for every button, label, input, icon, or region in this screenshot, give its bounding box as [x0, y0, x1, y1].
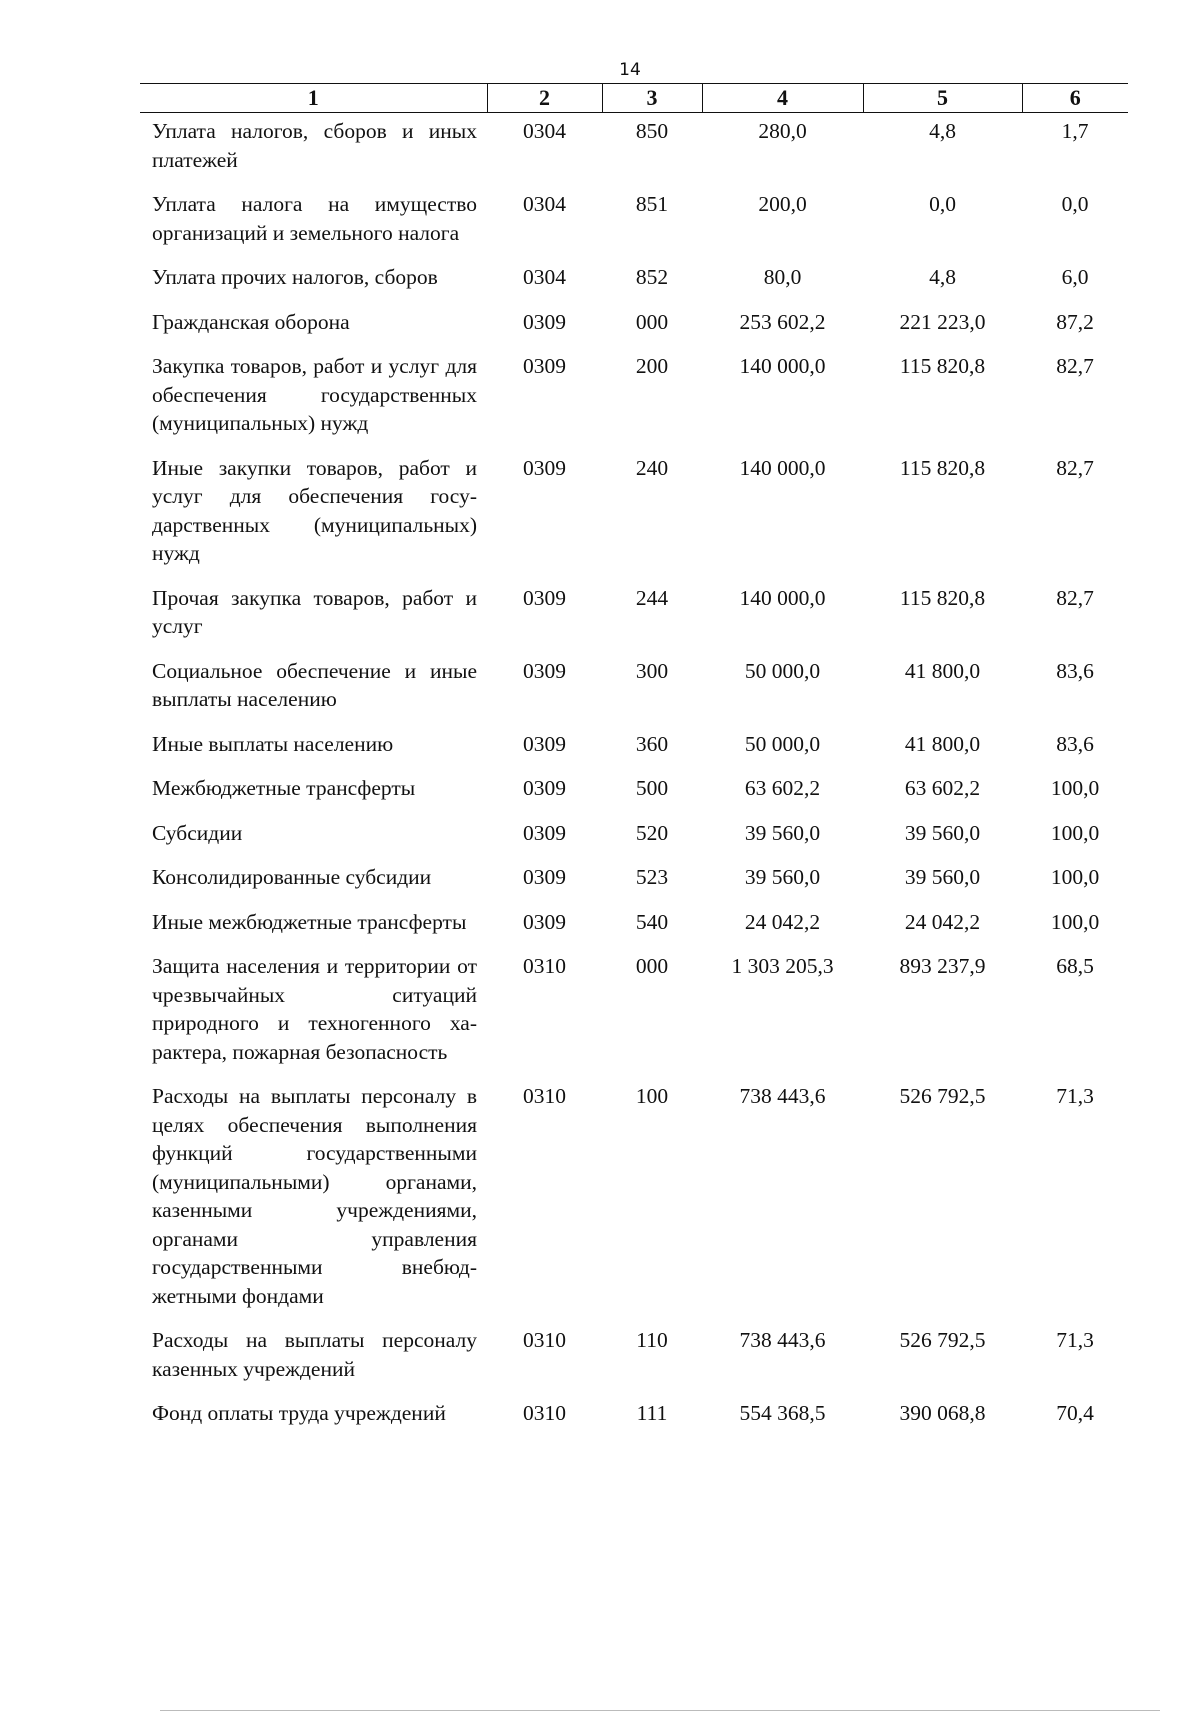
header-col-2: 2	[487, 84, 602, 113]
row-name-cell: Уплата налогов, сборов и иных платежей	[152, 119, 477, 172]
header-col-1: 1	[140, 84, 487, 113]
row-col-5-cell: 24 042,2	[904, 909, 981, 934]
row-col-4-cell: 280,0	[758, 119, 807, 143]
table-row	[140, 648, 1128, 721]
row-col-3-cell: 500	[635, 776, 669, 800]
row-col-5-cell: 0,0	[929, 192, 956, 216]
row-col-4-cell: 140 000,0	[739, 455, 826, 480]
row-col-4-cell: 1 303 205,3	[731, 954, 834, 978]
table-row	[140, 113, 1128, 182]
row-col-3-cell: 200	[635, 354, 669, 378]
row-col-6-cell: 87,2	[1056, 309, 1094, 334]
row-col-3-cell: 240	[635, 455, 669, 480]
row-col-2-cell: 0310	[523, 954, 566, 978]
header-col-5: 5	[863, 84, 1022, 113]
table-row	[140, 810, 1128, 855]
table-row	[140, 1317, 1128, 1390]
budget-table-container	[140, 83, 1128, 1435]
row-col-4-cell: 554 368,5	[739, 1401, 826, 1425]
row-col-5-cell: 41 800,0	[904, 658, 981, 683]
row-col-3-cell: 300	[635, 658, 669, 683]
row-col-2-cell: 0309	[523, 731, 566, 756]
table-row	[140, 765, 1128, 810]
row-col-2-cell: 0309	[523, 776, 566, 800]
row-col-5-cell: 893 237,9	[899, 954, 986, 978]
row-col-5-cell: 39 560,0	[904, 865, 981, 889]
row-col-3-cell: 360	[635, 731, 669, 756]
row-col-5-cell: 115 820,8	[899, 585, 986, 610]
row-col-6-cell: 68,5	[1056, 954, 1094, 978]
row-name-cell: Иные выплаты населению	[152, 731, 394, 756]
row-col-3-cell: 111	[636, 1401, 668, 1425]
row-name-cell: Расходы на выплаты персоналу казенных учреждений	[152, 1328, 477, 1381]
row-col-4-cell: 50 000,0	[744, 731, 821, 756]
row-col-4-cell: 80,0	[763, 265, 802, 289]
row-name-cell: Прочая закупка товаров, работ и услуг	[152, 585, 477, 638]
row-col-2-cell: 0309	[523, 909, 566, 934]
row-col-2-cell: 0309	[523, 354, 566, 378]
row-col-4-cell: 140 000,0	[739, 354, 826, 378]
row-col-4-cell: 738 443,6	[739, 1328, 826, 1352]
table-row	[140, 254, 1128, 299]
row-name-cell: Фонд оплаты труда учреждений	[152, 1401, 446, 1425]
row-col-6-cell: 100,0	[1050, 909, 1100, 934]
row-col-5-cell: 41 800,0	[904, 731, 981, 756]
table-row	[140, 343, 1128, 445]
table-row	[140, 445, 1128, 575]
row-name-cell: Защита населения и территории от чрезвычайных ситуаций природного и техногенного характера, пожарная безопасность	[152, 954, 477, 1064]
row-col-6-cell: 71,3	[1056, 1328, 1094, 1352]
header-col-4: 4	[702, 84, 863, 113]
table-row	[140, 943, 1128, 1073]
row-col-3-cell: 000	[635, 309, 669, 334]
row-col-2-cell: 0309	[523, 820, 566, 845]
page-number: 14	[619, 60, 641, 80]
row-col-5-cell: 390 068,8	[899, 1401, 986, 1425]
row-name-cell: Гражданская оборона	[152, 309, 350, 334]
bottom-divider	[160, 1710, 1160, 1711]
row-col-6-cell: 71,3	[1056, 1084, 1094, 1108]
row-col-2-cell: 0304	[523, 192, 566, 216]
row-name-cell: Закупка товаров, работ и услуг для обеспечения государственных (муниципальных) нужд	[152, 354, 477, 435]
table-body	[140, 113, 1128, 1435]
row-col-6-cell: 82,7	[1056, 455, 1094, 480]
row-col-6-cell: 0,0	[1061, 192, 1089, 216]
row-col-5-cell: 526 792,5	[899, 1084, 986, 1108]
row-col-5-cell: 4,8	[929, 265, 956, 289]
table-row	[140, 899, 1128, 944]
header-col-6: 6	[1022, 84, 1128, 113]
table-row	[140, 1073, 1128, 1317]
row-col-2-cell: 0304	[523, 119, 566, 143]
row-col-2-cell: 0309	[523, 309, 566, 334]
row-name-cell: Консолидированные субсидии	[152, 865, 432, 889]
row-col-4-cell: 39 560,0	[744, 865, 821, 889]
row-col-3-cell: 523	[635, 865, 669, 889]
row-col-6-cell: 1,7	[1061, 119, 1089, 143]
row-col-2-cell: 0310	[523, 1328, 566, 1352]
row-name-cell: Расходы на выплаты персоналу в целях обеспечения выполнения функций государственными (муниципальными) органами, казенными учреждениями, органами управления государственными внебюджетными фондами	[152, 1084, 477, 1308]
row-col-5-cell: 39 560,0	[904, 820, 981, 845]
table-row	[140, 299, 1128, 344]
row-col-6-cell: 82,7	[1056, 585, 1094, 610]
row-col-3-cell: 852	[635, 265, 669, 289]
row-col-3-cell: 850	[635, 119, 669, 143]
row-name-cell: Межбюджетные трансферты	[152, 776, 416, 800]
row-col-6-cell: 70,4	[1056, 1401, 1094, 1425]
row-col-6-cell: 100,0	[1050, 865, 1100, 889]
table-header	[140, 84, 1128, 113]
row-col-4-cell: 39 560,0	[744, 820, 821, 845]
row-col-6-cell: 83,6	[1056, 731, 1094, 756]
row-name-cell: Уплата прочих налогов, сборов	[152, 265, 438, 289]
row-col-2-cell: 0304	[523, 265, 566, 289]
row-col-3-cell: 000	[635, 954, 669, 978]
row-col-3-cell: 851	[635, 192, 669, 216]
row-col-6-cell: 100,0	[1050, 820, 1100, 845]
header-row	[140, 84, 1128, 113]
row-col-6-cell: 82,7	[1056, 354, 1094, 378]
row-col-4-cell: 253 602,2	[739, 309, 826, 334]
row-col-4-cell: 24 042,2	[744, 909, 821, 934]
row-col-4-cell: 63 602,2	[744, 776, 821, 800]
row-name-cell: Социальное обеспечение и иные выплаты населению	[152, 658, 477, 711]
row-col-2-cell: 0310	[523, 1401, 566, 1425]
row-name-cell: Уплата налога на имущество организаций и земельного налога	[152, 192, 477, 245]
row-col-5-cell: 221 223,0	[899, 309, 986, 334]
row-col-6-cell: 6,0	[1061, 265, 1089, 289]
row-col-5-cell: 115 820,8	[899, 455, 986, 480]
row-col-4-cell: 738 443,6	[739, 1084, 826, 1108]
table-row	[140, 575, 1128, 648]
row-col-6-cell: 100,0	[1050, 776, 1100, 800]
row-col-5-cell: 526 792,5	[899, 1328, 986, 1352]
row-col-2-cell: 0309	[523, 585, 566, 610]
row-col-3-cell: 520	[635, 820, 669, 845]
row-col-3-cell: 100	[635, 1084, 669, 1108]
header-col-3: 3	[602, 84, 702, 113]
row-col-2-cell: 0310	[523, 1084, 566, 1108]
table-row	[140, 854, 1128, 899]
row-col-2-cell: 0309	[523, 658, 566, 683]
table-row	[140, 181, 1128, 254]
row-col-3-cell: 110	[636, 1328, 668, 1352]
row-col-4-cell: 50 000,0	[744, 658, 821, 683]
row-col-2-cell: 0309	[523, 865, 566, 889]
row-col-5-cell: 63 602,2	[904, 776, 981, 800]
row-name-cell: Субсидии	[152, 820, 243, 845]
row-col-3-cell: 540	[635, 909, 669, 934]
row-name-cell: Иные межбюджетные трансферты	[152, 909, 467, 934]
table-row	[140, 721, 1128, 766]
row-col-4-cell: 140 000,0	[739, 585, 826, 610]
row-col-2-cell: 0309	[523, 455, 566, 480]
row-col-6-cell: 83,6	[1056, 658, 1094, 683]
row-col-5-cell: 115 820,8	[899, 354, 986, 378]
budget-table	[140, 83, 1128, 1435]
table-row	[140, 1390, 1128, 1435]
row-col-5-cell: 4,8	[929, 119, 956, 143]
row-col-4-cell: 200,0	[758, 192, 807, 216]
row-name-cell: Иные закупки товаров, работ и услуг для обеспечения государственных (муниципальных) нужд	[152, 455, 477, 565]
row-col-3-cell: 244	[635, 585, 669, 610]
